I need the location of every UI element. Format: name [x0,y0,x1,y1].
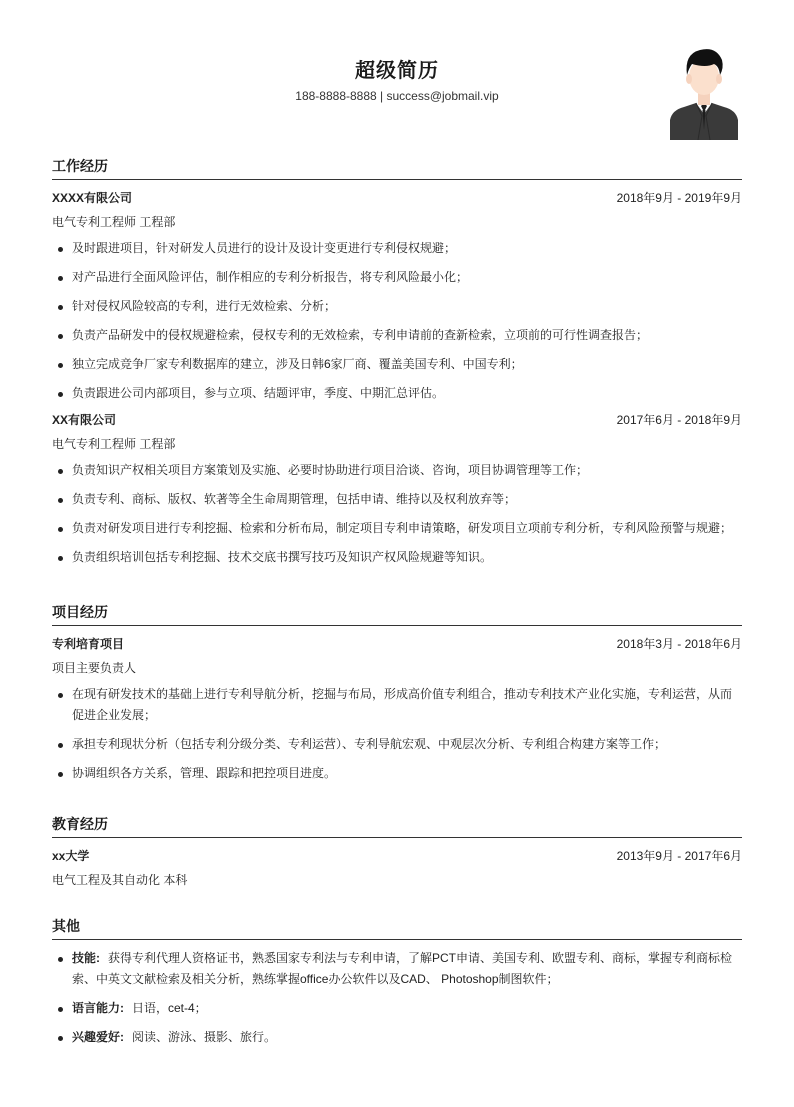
date-range: 2018年3月 - 2018年6月 [616,637,742,651]
project-section [52,598,742,788]
project-role: 项目主要负责人 [52,661,137,675]
list-item: 协调组织各方关系，管理、跟踪和把控项目进度。 [52,759,742,788]
list-item [52,1023,742,1052]
item-text: 阅读、游泳、摄影、旅行。 [132,1030,277,1044]
list-item: 独立完成竞争厂家专利数据库的建立，涉及日韩6家厂商、覆盖美国专利、中国专利； [52,350,742,379]
candidate-name: 超级简历 [355,60,439,82]
work-entry-header [52,186,742,210]
project-header [52,632,742,656]
item-text: 日语，cet-4； [132,1001,207,1015]
list-item [52,994,742,1023]
list-item: 承担专利现状分析（包括专利分级分类、专利运营）、专利导航宏观、中观层次分析、专利组合构建方案等工作； [52,730,742,759]
work-duties [52,456,742,572]
date-range: 2018年9月 - 2019年9月 [616,191,742,205]
company-name: XXXX有限公司 [52,191,133,205]
list-item: 在现有研发技术的基础上进行专利导航分析，挖掘与布局，形成高价值专利组合，推动专利技术产业化实施，专利运营，从而促进企业发展； [52,680,742,730]
item-label: 技能: [72,951,100,965]
degree: 电气工程及其自动化 本科 [52,873,188,887]
job-role: 电气专利工程师 工程部 [52,215,176,229]
section-title: 项目经历 [52,598,742,626]
education-header [52,844,742,868]
other-section [52,912,742,1052]
list-item: 负责跟进公司内部项目，参与立项、结题评审，季度、中期汇总评估。 [52,379,742,408]
list-item: 及时跟进项目，针对研发人员进行的设计及设计变更进行专利侵权规避； [52,234,742,263]
company-name: XX有限公司 [52,413,117,427]
work-entry-header [52,408,742,432]
list-item: 负责专利、商标、版权、软著等全生命周期管理，包括申请、维持以及权利放弃等； [52,485,742,514]
item-label: 语言能力: [72,1001,124,1015]
list-item: 负责产品研发中的侵权规避检索，侵权专利的无效检索，专利申请前的查新检索，立项前的可行性调查报告； [52,321,742,350]
work-duties [52,234,742,408]
list-item: 对产品进行全面风险评估，制作相应的专利分析报告，将专利风险最小化； [52,263,742,292]
list-item: 负责对研发项目进行专利挖掘、检索和分析布局，制定项目专利申请策略，研发项目立项前专利分析，专利风险预警与规避； [52,514,742,543]
list-item: 针对侵权风险较高的专利，进行无效检索、分析； [52,292,742,321]
project-name: 专利培育项目 [52,637,125,651]
project-duties [52,680,742,788]
list-item: 负责知识产权相关项目方案策划及实施、必要时协助进行项目洽谈、咨询，项目协调管理等工作； [52,456,742,485]
list-item: 负责组织培训包括专利挖掘、技术交底书撰写技巧及知识产权风险规避等知识。 [52,543,742,572]
contact-line: 188-8888-8888 | success@jobmail.vip [295,89,499,103]
school-name: xx大学 [52,849,90,863]
education-section [52,810,742,892]
avatar [668,44,740,140]
section-title: 工作经历 [52,152,742,180]
list-item [52,944,742,994]
date-range: 2013年9月 - 2017年6月 [616,849,742,863]
item-text: 获得专利代理人资格证书，熟悉国家专利法与专利申请，了解PCT申请、美国专利、欧盟专利、商标，掌握专利商标检索、中英文文献检索及相关分析，熟练掌握office办公软件以及CAD、 Photoshop制图软件； [72,951,733,986]
section-title: 教育经历 [52,810,742,838]
work-section [52,152,742,572]
job-role: 电气专利工程师 工程部 [52,437,176,451]
section-title: 其他 [52,912,742,940]
date-range: 2017年6月 - 2018年9月 [616,413,742,427]
other-list [52,944,742,1052]
item-label: 兴趣爱好: [72,1030,124,1044]
